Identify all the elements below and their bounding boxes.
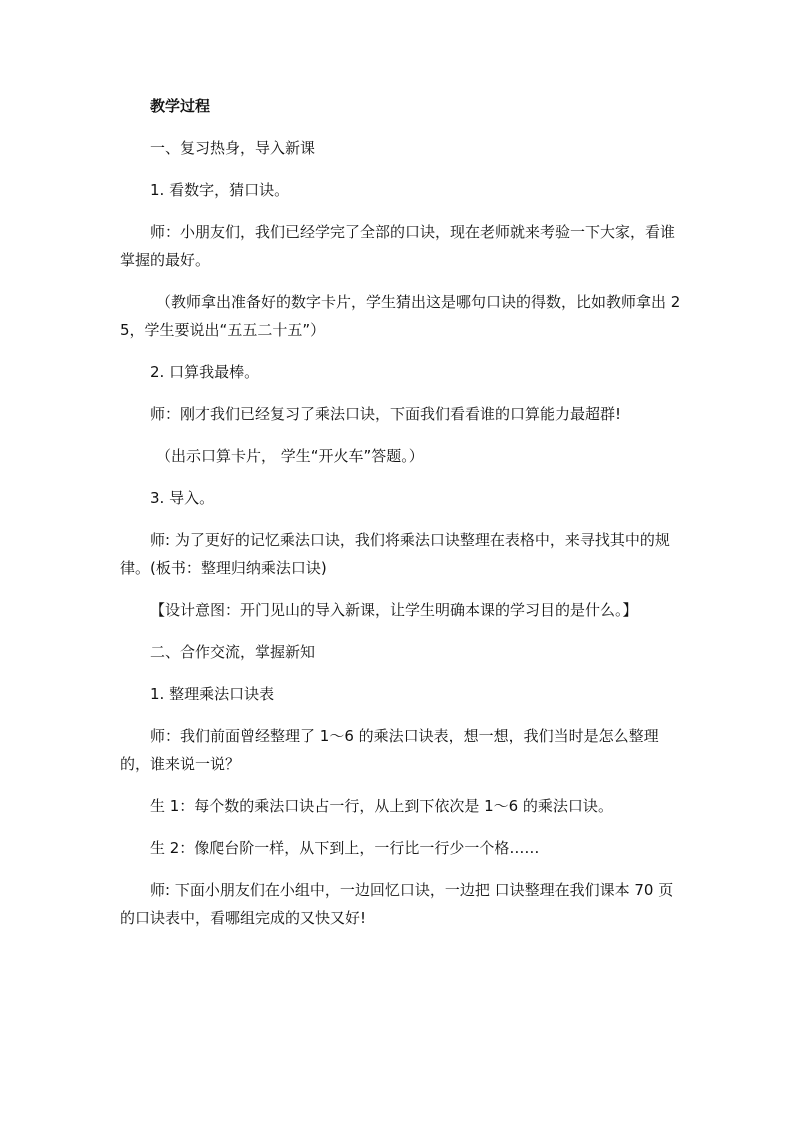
activity-note: （教师拿出准备好的数字卡片，学生猜出这是哪句口诀的得数，比如教师拿出 25，学生要说出“五五二十五”）	[120, 293, 681, 339]
activity-note: （出示口算卡片， 学生“开火车”答题。）	[156, 447, 424, 465]
teacher-speech: 师: 下面小朋友们在小组中，一边回忆口诀，一边把 口诀整理在我们课本 70 页的口诀表中，看哪组完成的又快又好!	[120, 881, 674, 927]
teacher-speech: 师：我们前面曾经整理了 1～6 的乘法口诀表，想一想，我们当时是怎么整理的，谁来说一说？	[120, 727, 659, 773]
design-intent: 【设计意图：开门见山的导入新课，让学生明确本课的学习目的是什么。】	[150, 601, 638, 619]
section-title: 教学过程	[150, 97, 211, 115]
document-page	[120, 92, 682, 946]
student-answer: 生 1：每个数的乘法口诀占一行，从上到下依次是 1～6 的乘法口诀。	[150, 797, 613, 815]
step-introduction: 3. 导入。	[150, 489, 215, 507]
teacher-speech: 师：小朋友们，我们已经学完了全部的口诀，现在老师就来考验一下大家，看谁掌握的最好。	[120, 223, 676, 269]
step-guess-formula: 1. 看数字，猜口诀。	[150, 181, 290, 199]
teacher-speech: 师：刚才我们已经复习了乘法口诀，下面我们看看谁的口算能力最超群!	[150, 405, 622, 423]
teacher-speech: 师: 为了更好的记忆乘法口诀，我们将乘法口诀整理在表格中，来寻找其中的规律。(板书：整理归纳乘法口诀)	[120, 531, 670, 577]
student-answer: 生 2：像爬台阶一样，从下到上，一行比一行少一个格……	[150, 839, 540, 857]
step-mental-math: 2. 口算我最棒。	[150, 363, 260, 381]
heading-review-warmup: 一、复习热身，导入新课	[150, 139, 316, 157]
heading-cooperation: 二、合作交流，掌握新知	[150, 643, 316, 661]
step-organize-table: 1. 整理乘法口诀表	[150, 685, 275, 703]
